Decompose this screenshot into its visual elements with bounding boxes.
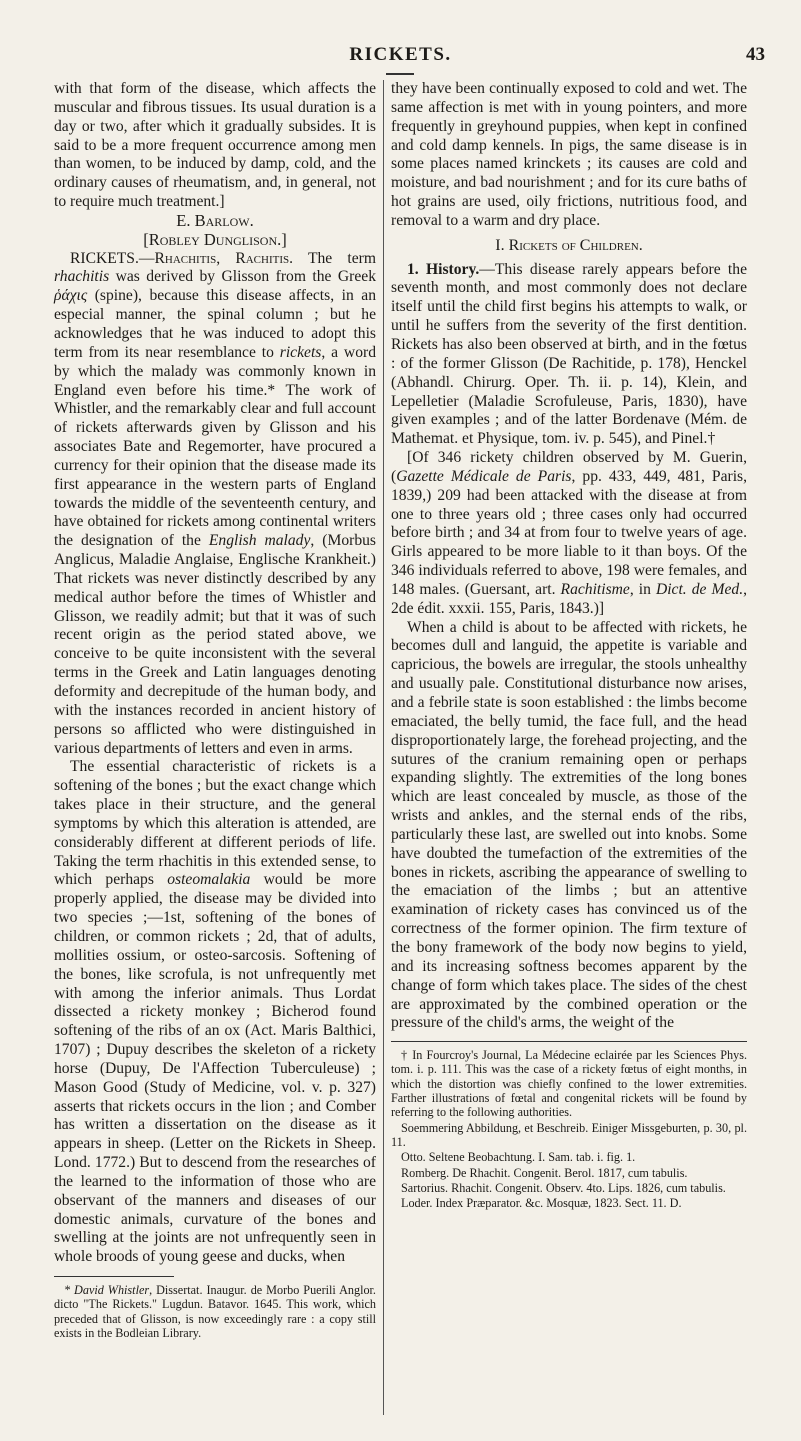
- footnotes-left: [54, 1283, 376, 1340]
- footnote-sartorius: Sartorius. Rhachit. Congenit. Observ. 4to. Lips. 1826, cum tabulis.: [401, 1180, 726, 1195]
- footnote-whistler: * David Whistler, Dissertat. Inaugur. de Morbo Puerili Anglor. dicto "The Rickets." Lugdun. Batavor. 1645. This work, which preceded that of Glisson, is now exceedingly rare : a copy still exists in the Bodleian Library.: [54, 1283, 376, 1341]
- header-ornament: [386, 73, 414, 75]
- paragraph-rheumatism-end: with that form of the disease, which affects the muscular and fibrous tissues. Its usual duration is a day or two, after which it gradually subsides. It is said to be a more frequent occurrence among men than women, to be induced by damp, cold, and the ordinary causes of rheumatism, and, in general, not to require much treatment.]: [54, 80, 376, 211]
- right-column: [391, 80, 747, 1211]
- page-number: 43: [746, 44, 765, 65]
- left-column: [54, 80, 376, 1341]
- footnote-otto: Otto. Seltene Beobachtung. I. Sam. tab. i. fig. 1.: [401, 1150, 636, 1165]
- page-header: [0, 44, 801, 70]
- signature-barlow: E. Barlow.: [176, 210, 254, 230]
- paragraph-guerin: [Of 346 rickety children observed by M. Guerin, (Gazette Médicale de Paris, pp. 433, 449, 481, Paris, 1839,) 209 had been attacked with the disease at from one to three years old ; three cases only had occurred before birth ; and 34 at from four to twelve years of age. Girls appeared to be more liable to it than boys. Of the 346 individuals referred to above, 198 were females, and 148 males. (Guersant, art. Rachitisme, in Dict. de Med., 2de édit. xxxii. 155, Paris, 1843.)]: [391, 449, 748, 617]
- footnotes-right: [391, 1048, 747, 1210]
- running-title: RICKETS.: [349, 44, 452, 65]
- footnote-soemmering: Soemmering Abbildung, et Beschreib. Einiger Missgeburten, p. 30, pl. 11.: [391, 1120, 747, 1149]
- footnote-fourcroy: † In Fourcroy's Journal, La Médecine eclairée par les Sciences Phys. tom. i. p. 111. This was the case of a rickety fœtus of eight months, in which the distortion was chiefly confined to the lower extremities. Farther illustrations of fœtal and congenital rickets will be found by referring to the following authorities.: [391, 1048, 747, 1120]
- history-heading: 1. History.: [407, 260, 480, 278]
- paragraph-essential-characteristic: The essential characteristic of rickets is a softening of the bones ; but the exact change which takes place in their structure, and the general symptoms by which this alteration is attended, are considerably different at different periods of life. Taking the term rhachitis in this extended sense, to which perhaps osteomalakia would be more properly applied, the disease may be divided into two species ;—1st, softening of the bones of children, or common rickets ; 2d, that of adults, mollities ossium, or osteo-sarcosis. Softening of the bones, like scrofula, is not unfrequently met with among the inferior animals. Thus Lordat dissected a rickety monkey ; Bicherod found softening of the ribs of an ox (Act. Maris Balthici, 1707) ; Dupuy describes the skeleton of a rickety horse (Dupuy, De l'Affection Tuberculeuse) ; Mason Good (Study of Medicine, vol. v. p. 327) asserts that rickets occurs in the lion ; and Comber has written a dissertation on the disease as it appears in sheep. (Letter on the Rickets in Sheep. Lond. 1772.) But to descend from the researches of the learned to the information of those who are observant of the manners and diseases of our domestic animals, curvature of the bones and swelling at the joints are not unfrequently seen in whole broods of young geese and ducks, when: [54, 758, 376, 1266]
- paragraph-rickets-intro: RICKETS.—Rhachitis, Rachitis. The term rhachitis was derived by Glisson from the Greek ῥάχις (spine), because this disease affects, in an especial manner, the spinal column ; but he acknowledges that he was induced to adopt this term from its near resemblance to rickets, a word by which the malady was commonly known in England even before his time.* The work of Whistler, and the remarkably clear and full account of rickets afterwards given by Glisson and his associates Bate and Regemorter, have procured a currency for their opinion that the disease made its first appearance in the western parts of England towards the middle of the seventeenth century, and have obtained for rickets among continental writers the designation of the English malady, (Morbus Anglicus, Maladie Anglaise, Englische Krankheit.) That rickets was never distinctly described by any medical author before the times of Whistler and Glisson, we readily admit; but that it was of such recent origin as the period stated above, we conceive to be quite inconsistent with the several terms in the Greek and Latin languages denoting deformity and decrepitude of the human body, and with the instances recorded in ancient history of persons so afflicted who were distinguished in various departments of letters and even in arms.: [54, 249, 376, 757]
- signature-dunglison: [Robley Dunglison.]: [143, 229, 287, 249]
- paragraph-symptoms: When a child is about to be affected with rickets, he becomes dull and languid, the appetite is variable and capricious, the bowels are irregular, the stools unhealthy and usually pale. Constitutional disturbance now arises, and a febrile state is soon established : the limbs become emaciated, the belly tumid, the face full, and the head disproportionately large, the forehead projecting, and the sutures of the cranium remaining open or perhaps expanding slightly. The extremities of the long bones which are least concealed by muscle, as those of the wrists and ankles, and the sternal ends of the ribs, particularly these last, are swelled out into knobs. Some have doubted the tumefaction of the extremities of the bones in rickets, ascribing the appearance of swelling to the emaciation of the limbs ; but an attentive examination of rickety cases has convinced us of the correctness of the former opinion. The firm texture of the bony framework of the body now begins to yield, and its increasing softness becomes apparent by the change of form which takes place. The sides of the chest are approximated by the combined operation or the pressure of the child's arms, the weight of the: [391, 618, 747, 1032]
- column-divider: [383, 80, 384, 1415]
- article-heading: RICKETS.—Rhachitis, Rachitis.: [70, 249, 294, 267]
- footnote-rule: [391, 1041, 747, 1042]
- footnote-romberg: Romberg. De Rhachit. Congenit. Berol. 1817, cum tabulis.: [401, 1165, 688, 1180]
- paragraph-history: 1. History.—This disease rarely appears before the seventh month, and most commonly does not declare itself until the child first begins his attempts to walk, or until he suffers from the severity of the first dentition. Rickets has also been observed at birth, and in the fœtus : of the former Glisson (De Rachitide, p. 178), Henckel (Abhandl. Chirurg. Oper. Th. ii. p. 14), Klein, and Lepelletier (Maladie Scrofuleuse, Paris, 1830), have given examples ; and of the latter Bordenave (Mém. de Mathemat. et Physique, tom. iv. p. 545), and Pinel.†: [391, 260, 747, 448]
- section-heading: I. Rickets of Children.: [495, 236, 643, 254]
- footnote-rule: [54, 1276, 174, 1277]
- paragraph-animals: they have been continually exposed to cold and wet. The same affection is met with in young pointers, and more frequently in greyhound puppies, when kept in confined and cold damp kennels. In pigs, the same disease is in some places named krinckets ; its causes are cold and moisture, and bad nourishment ; and for its cure baths of hot grains are used, oily frictions, nutritious food, and removal to a warm and dry place.: [391, 80, 747, 229]
- footnote-loder: Loder. Index Præparator. &c. Mosquæ, 1823. Sect. 11. D.: [401, 1196, 682, 1211]
